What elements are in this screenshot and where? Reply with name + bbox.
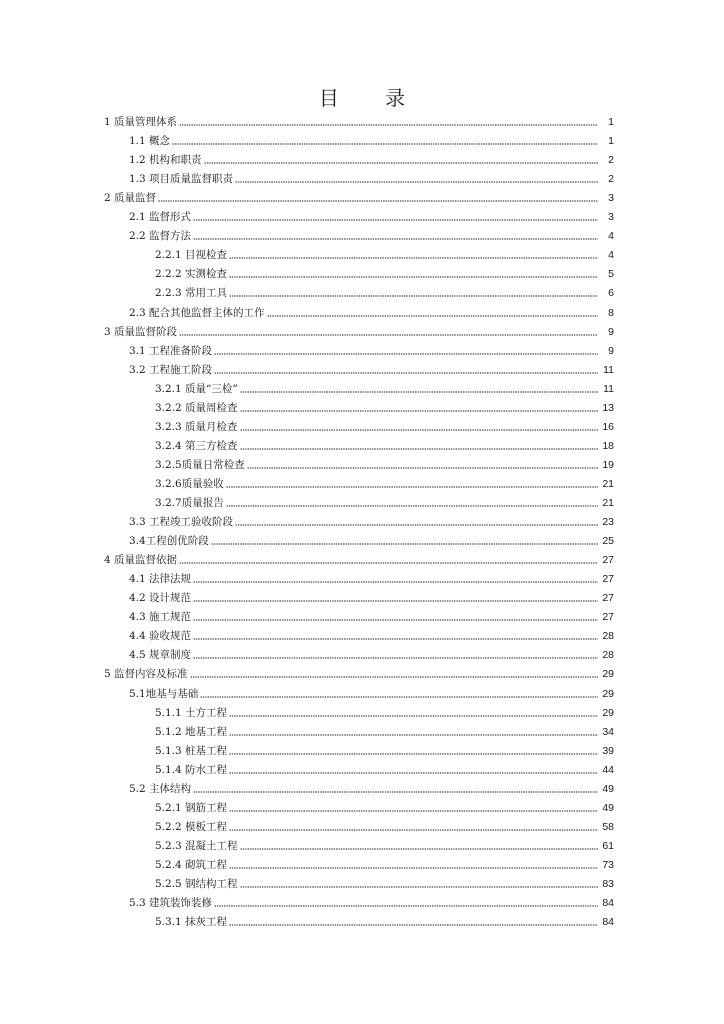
toc-entry[interactable] bbox=[129, 224, 614, 243]
toc-entry-label: 5.2.5 钢结构工程 bbox=[155, 878, 238, 890]
dot-leader bbox=[240, 448, 598, 450]
toc-entry-page-number: 11 bbox=[603, 363, 614, 376]
toc-entry[interactable] bbox=[155, 434, 614, 453]
toc-entry-page-number: 21 bbox=[602, 477, 614, 490]
toc-entry-page-number: 1 bbox=[608, 116, 614, 128]
toc-entry-label: 1.1 概念 bbox=[129, 135, 171, 148]
dot-leader bbox=[193, 581, 598, 583]
toc-entry-label: 2.2.1 目视检查 bbox=[155, 249, 228, 262]
toc-entry[interactable] bbox=[104, 186, 614, 205]
toc-entry-page-number: 21 bbox=[602, 497, 614, 509]
toc-entry[interactable] bbox=[104, 662, 614, 681]
dot-leader bbox=[193, 638, 598, 640]
toc-entry-label: 3.2 工程施工阶段 bbox=[129, 363, 213, 376]
toc-entry-page-number: 58 bbox=[602, 820, 614, 833]
toc-entry[interactable] bbox=[155, 377, 614, 396]
toc-entry-page-number: 6 bbox=[608, 287, 614, 300]
dot-leader bbox=[193, 219, 598, 221]
toc-entry-page-number: 8 bbox=[608, 306, 614, 319]
toc-entry-page-number: 11 bbox=[603, 382, 614, 395]
toc-entry[interactable] bbox=[129, 148, 614, 167]
dot-leader bbox=[229, 867, 598, 869]
toc-entry-page-number: 27 bbox=[602, 592, 614, 605]
toc-entry-label: 5.1地基与基础 bbox=[129, 687, 199, 700]
dot-leader bbox=[229, 257, 598, 259]
dot-leader bbox=[211, 543, 598, 545]
toc-entry[interactable] bbox=[129, 529, 614, 548]
toc-entry-page-number: 9 bbox=[608, 325, 614, 338]
dot-leader bbox=[158, 200, 598, 202]
toc-entry-label: 2.2.2 实测检查 bbox=[155, 268, 228, 281]
dot-leader bbox=[240, 410, 598, 412]
toc-entry[interactable] bbox=[129, 167, 614, 186]
toc-entry[interactable] bbox=[129, 586, 614, 605]
toc-entry-label: 5.1.4 防水工程 bbox=[155, 763, 228, 776]
toc-entry-label: 3.2.3 质量月检查 bbox=[155, 420, 238, 433]
toc-entry[interactable] bbox=[129, 777, 614, 796]
toc-entry-page-number: 83 bbox=[602, 878, 614, 890]
toc-entry[interactable] bbox=[155, 396, 614, 415]
toc-entry-page-number: 4 bbox=[608, 230, 614, 243]
toc-entry-label: 3.2.7质量报告 bbox=[155, 497, 224, 509]
dot-leader bbox=[229, 734, 598, 736]
toc-entry-label: 3.2.4 第三方检查 bbox=[155, 439, 238, 452]
toc-entry-page-number: 23 bbox=[602, 516, 614, 529]
toc-entry-label: 4.2 设计规范 bbox=[129, 592, 192, 605]
dot-leader bbox=[193, 657, 598, 659]
toc-entry[interactable] bbox=[155, 415, 614, 434]
toc-entry-label: 5.2 主体结构 bbox=[129, 782, 192, 795]
dot-leader bbox=[240, 886, 598, 888]
toc-entry-page-number: 5 bbox=[608, 268, 614, 281]
toc-entry-page-number: 18 bbox=[602, 439, 614, 452]
toc-entry-page-number: 49 bbox=[602, 801, 614, 814]
toc-entry[interactable] bbox=[129, 624, 614, 643]
dot-leader bbox=[190, 676, 598, 678]
dot-leader bbox=[240, 848, 598, 850]
toc-entry[interactable] bbox=[155, 243, 614, 262]
toc-entry[interactable] bbox=[155, 910, 614, 929]
toc-entry[interactable] bbox=[129, 605, 614, 624]
toc-entry-label: 2.3 配合其他监督主体的工作 bbox=[129, 306, 265, 319]
toc-entry[interactable] bbox=[129, 682, 614, 701]
dot-leader bbox=[267, 315, 598, 317]
toc-entry-label: 4.4 验收规范 bbox=[129, 630, 192, 643]
toc-entry-label: 3.2.6质量验收 bbox=[155, 477, 224, 490]
toc-entry-label: 3.2.2 质量周检查 bbox=[155, 401, 238, 414]
dot-leader bbox=[229, 829, 598, 831]
toc-entry-label: 3 质量监督阶段 bbox=[104, 325, 178, 338]
toc-entry-page-number: 49 bbox=[602, 782, 614, 795]
toc-entry-page-number: 27 bbox=[602, 554, 614, 567]
toc-entry[interactable] bbox=[155, 796, 614, 815]
dot-leader bbox=[193, 619, 598, 621]
dot-leader bbox=[229, 715, 598, 717]
toc-entry[interactable] bbox=[155, 491, 614, 510]
toc-entry-page-number: 27 bbox=[602, 573, 614, 586]
dot-leader bbox=[193, 791, 598, 793]
toc-entry-page-number: 73 bbox=[602, 858, 614, 871]
dot-leader bbox=[235, 181, 598, 183]
dot-leader bbox=[204, 162, 598, 164]
dot-leader bbox=[193, 238, 598, 240]
toc-entry-page-number: 2 bbox=[608, 154, 614, 167]
toc-entry-page-number: 29 bbox=[602, 668, 614, 681]
toc-entry-page-number: 3 bbox=[608, 211, 614, 224]
toc-entry-label: 3.3 工程竣工验收阶段 bbox=[129, 516, 234, 529]
toc-entry-page-number: 44 bbox=[602, 763, 614, 776]
toc-entry-label: 5.3.1 抹灰工程 bbox=[155, 916, 228, 929]
dot-leader bbox=[179, 124, 598, 126]
dot-leader bbox=[179, 562, 598, 564]
toc-entry[interactable] bbox=[155, 758, 614, 777]
toc-entry-page-number: 2 bbox=[608, 173, 614, 186]
toc-entry[interactable] bbox=[129, 129, 614, 148]
dot-leader bbox=[229, 753, 598, 755]
toc-entry-label: 5.2.3 混凝土工程 bbox=[155, 839, 238, 852]
dot-leader bbox=[193, 600, 598, 602]
toc-entry[interactable] bbox=[129, 339, 614, 358]
toc-entry-page-number: 61 bbox=[602, 839, 614, 852]
toc-entry-label: 4 质量监督依据 bbox=[104, 554, 178, 567]
dot-leader bbox=[226, 505, 598, 507]
toc-entry-label: 1.3 项目质量监督职责 bbox=[129, 173, 234, 186]
toc-entry-page-number: 3 bbox=[608, 192, 614, 205]
toc-entry-page-number: 28 bbox=[602, 649, 614, 662]
toc-entry-label: 2.2 监督方法 bbox=[129, 230, 192, 243]
dot-leader bbox=[240, 429, 598, 431]
toc-entry-label: 3.1 工程准备阶段 bbox=[129, 344, 213, 357]
dot-leader bbox=[247, 467, 598, 469]
toc-entry-page-number: 34 bbox=[602, 725, 614, 738]
toc-entry-page-number: 25 bbox=[602, 535, 614, 548]
toc-entry[interactable] bbox=[129, 567, 614, 586]
toc-entry-label: 4.1 法律法规 bbox=[129, 573, 192, 586]
toc-entry-label: 5 监督内容及标准 bbox=[104, 668, 188, 681]
toc-entry-page-number: 84 bbox=[602, 916, 614, 929]
toc-entry-page-number: 9 bbox=[608, 344, 614, 357]
toc-entry[interactable] bbox=[155, 281, 614, 300]
dot-leader bbox=[229, 772, 598, 774]
dot-leader bbox=[235, 524, 598, 526]
toc-entry[interactable] bbox=[155, 262, 614, 281]
toc-entry-label: 5.2.2 模板工程 bbox=[155, 820, 228, 833]
toc-entry-page-number: 84 bbox=[602, 897, 614, 910]
toc-entry-label: 4.3 施工规范 bbox=[129, 611, 192, 624]
toc-title: 目 录 bbox=[318, 86, 426, 110]
dot-leader bbox=[240, 391, 598, 393]
toc-entry[interactable] bbox=[155, 815, 614, 834]
toc-entry-label: 2 质量监督 bbox=[104, 192, 157, 205]
toc-entry-page-number: 4 bbox=[608, 249, 614, 262]
toc-entry-label: 2.2.3 常用工具 bbox=[155, 287, 228, 300]
toc-entry-label: 3.4工程创优阶段 bbox=[129, 535, 209, 548]
toc-entry-page-number: 19 bbox=[602, 458, 614, 471]
toc-entry[interactable] bbox=[129, 643, 614, 662]
toc-entry-label: 5.3 建筑装饰装修 bbox=[129, 897, 213, 910]
toc-entry[interactable] bbox=[155, 853, 614, 872]
toc-entry-label: 1 质量管理体系 bbox=[104, 116, 178, 128]
toc-entry[interactable] bbox=[104, 110, 614, 129]
toc-entry[interactable] bbox=[155, 720, 614, 739]
toc-entry-label: 5.1.3 桩基工程 bbox=[155, 744, 228, 757]
toc-entry-page-number: 39 bbox=[602, 744, 614, 757]
toc-entry-page-number: 13 bbox=[602, 401, 614, 414]
dot-leader bbox=[172, 143, 598, 145]
toc-entry[interactable] bbox=[129, 358, 614, 377]
toc-entry-label: 2.1 监督形式 bbox=[129, 211, 192, 224]
dot-leader bbox=[214, 905, 598, 907]
toc-entry-page-number: 1 bbox=[608, 135, 614, 148]
toc-entry[interactable] bbox=[129, 301, 614, 320]
dot-leader bbox=[200, 696, 598, 698]
dot-leader bbox=[229, 276, 598, 278]
toc-entry[interactable] bbox=[155, 472, 614, 491]
toc-entry[interactable] bbox=[129, 510, 614, 529]
toc-entry-page-number: 29 bbox=[602, 706, 614, 719]
dot-leader bbox=[229, 810, 598, 812]
toc-entry-label: 1.2 机构和职责 bbox=[129, 154, 202, 167]
toc-entry[interactable] bbox=[155, 872, 614, 891]
dot-leader bbox=[179, 334, 598, 336]
toc-entry-label: 3.2.1 质量“三检” bbox=[155, 382, 238, 395]
toc-entry[interactable] bbox=[104, 548, 614, 567]
dot-leader bbox=[214, 372, 598, 374]
toc-entry-page-number: 27 bbox=[602, 611, 614, 624]
toc-entry-page-number: 16 bbox=[602, 420, 614, 433]
toc-entry-label: 5.1.2 地基工程 bbox=[155, 725, 228, 738]
dot-leader bbox=[229, 924, 598, 926]
dot-leader bbox=[214, 353, 598, 355]
dot-leader bbox=[229, 295, 598, 297]
toc-entry-label: 5.2.1 钢筋工程 bbox=[155, 801, 228, 814]
dot-leader bbox=[226, 486, 598, 488]
toc-entry-page-number: 29 bbox=[602, 687, 614, 700]
toc-entry[interactable] bbox=[155, 453, 614, 472]
toc-entry[interactable] bbox=[155, 739, 614, 758]
toc-entry-label: 5.1.1 土方工程 bbox=[155, 706, 228, 719]
toc-entry[interactable] bbox=[129, 205, 614, 224]
toc-entry-label: 3.2.5质量日常检查 bbox=[155, 458, 245, 471]
toc-entry-label: 4.5 规章制度 bbox=[129, 649, 192, 662]
toc-entry[interactable] bbox=[104, 320, 614, 339]
toc-entry[interactable] bbox=[155, 834, 614, 853]
toc-entry[interactable] bbox=[129, 891, 614, 910]
toc-entry-page-number: 28 bbox=[602, 630, 614, 643]
toc-entry[interactable] bbox=[155, 701, 614, 720]
toc-entry-label: 5.2.4 砌筑工程 bbox=[155, 858, 228, 871]
